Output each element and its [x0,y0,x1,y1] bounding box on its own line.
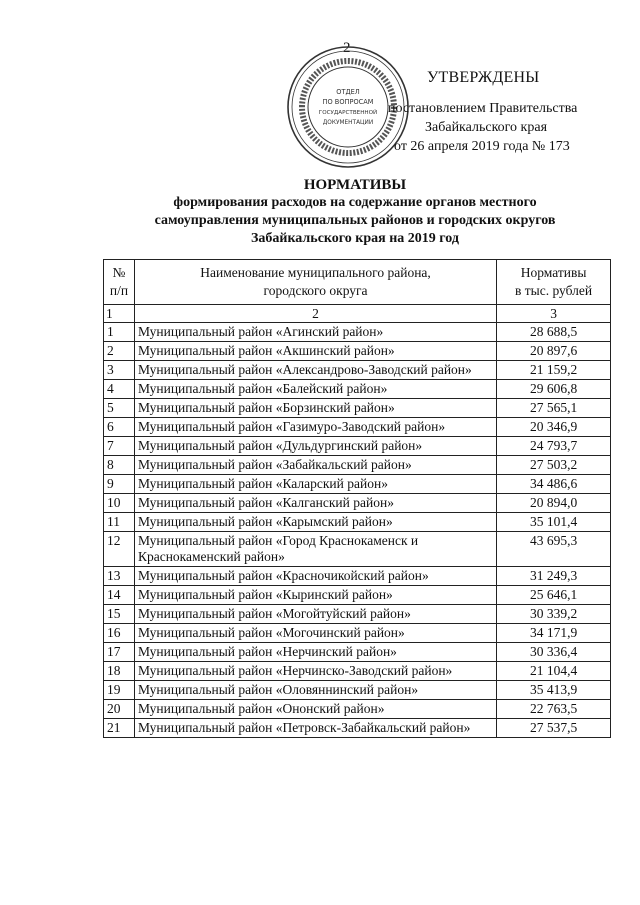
row-number: 19 [104,681,135,700]
row-number: 21 [104,719,135,738]
row-number: 15 [104,605,135,624]
row-name: Муниципальный район «Борзинский район» [134,399,496,418]
row-number: 20 [104,700,135,719]
row-number: 1 [104,323,135,342]
row-number: 5 [104,399,135,418]
row-number: 17 [104,643,135,662]
row-number: 16 [104,624,135,643]
row-name: Муниципальный район «Акшинский район» [134,342,496,361]
norms-table [103,259,611,738]
row-value: 29 606,8 [497,380,611,399]
row-name: Муниципальный район «Каларский район» [134,475,496,494]
table-row [104,323,611,342]
row-number: 11 [104,513,135,532]
row-number: 14 [104,586,135,605]
row-name: Муниципальный район «Нерчинско-Заводский район» [134,662,496,681]
row-name: Муниципальный район «Город Краснокаменск и Краснокаменский район» [134,532,496,567]
row-value: 21 104,4 [497,662,611,681]
row-value: 43 695,3 [497,532,611,567]
row-name: Муниципальный район «Калганский район» [134,494,496,513]
row-number: 3 [104,361,135,380]
page-number: 2 [343,40,351,56]
approval-line: Забайкальского края [425,120,548,135]
stamp-text-line: ПО ВОПРОСАМ [322,98,374,106]
column-index-cell: 2 [134,305,496,323]
row-number: 12 [104,532,135,567]
table-header-row [104,260,611,305]
document-subtitle-line: самоуправления муниципальных районов и городских округов [154,213,556,228]
row-number: 10 [104,494,135,513]
column-index-cell: 1 [104,305,135,323]
document-subtitle-line: формирования расходов на содержание органов местного [173,195,537,210]
table-row [104,700,611,719]
table-row [104,719,611,738]
approval-block [388,68,577,156]
table-row [104,399,611,418]
header-norm: Нормативы в тыс. рублей [497,260,611,305]
table-row [104,567,611,586]
row-name: Муниципальный район «Ононский район» [134,700,496,719]
row-name: Муниципальный район «Могойтуйский район» [134,605,496,624]
approval-title: УТВЕРЖДЕНЫ [427,69,540,86]
row-name: Муниципальный район «Газимуро-Заводский район» [134,418,496,437]
stamp-text-line: ОТДЕЛ [336,88,360,96]
row-name: Муниципальный район «Красночикойский район» [134,567,496,586]
table-row [104,494,611,513]
approval-line: постановлением Правительства [388,101,578,116]
document-subtitle-line: Забайкальского края на 2019 год [251,231,459,246]
row-number: 2 [104,342,135,361]
row-number: 8 [104,456,135,475]
row-value: 20 894,0 [497,494,611,513]
row-value: 35 101,4 [497,513,611,532]
row-name: Муниципальный район «Александрово-Заводский район» [134,361,496,380]
table-row [104,662,611,681]
table-row [104,624,611,643]
column-index-row [104,305,611,323]
row-number: 18 [104,662,135,681]
row-value: 34 171,9 [497,624,611,643]
row-name: Муниципальный район «Оловяннинский район» [134,681,496,700]
document-title: НОРМАТИВЫ [303,177,407,193]
row-value: 27 503,2 [497,456,611,475]
table-row [104,605,611,624]
stamp-text-line: ДОКУМЕНТАЦИИ [322,120,374,126]
row-name: Муниципальный район «Петровск-Забайкальский район» [134,719,496,738]
table-row [104,418,611,437]
column-index-cell: 3 [497,305,611,323]
row-name: Муниципальный район «Забайкальский район» [134,456,496,475]
row-value: 34 486,6 [497,475,611,494]
approval-line: от 26 апреля 2019 года № 173 [394,139,570,154]
row-name: Муниципальный район «Дульдургинский район» [134,437,496,456]
row-name: Муниципальный район «Нерчинский район» [134,643,496,662]
row-number: 6 [104,418,135,437]
row-name: Муниципальный район «Агинский район» [134,323,496,342]
table-row [104,456,611,475]
row-value: 35 413,9 [497,681,611,700]
row-number: 7 [104,437,135,456]
row-value: 28 688,5 [497,323,611,342]
table-row [104,681,611,700]
table-row [104,586,611,605]
row-number: 9 [104,475,135,494]
row-value: 20 346,9 [497,418,611,437]
row-value: 22 763,5 [497,700,611,719]
header-name: Наименование муниципального района, городского округа [134,260,496,305]
table-row [104,342,611,361]
row-name: Муниципальный район «Могочинский район» [134,624,496,643]
row-number: 4 [104,380,135,399]
table-row [104,513,611,532]
table-row [104,475,611,494]
row-value: 27 565,1 [497,399,611,418]
row-value: 24 793,7 [497,437,611,456]
header-number: № п/п [104,260,135,305]
row-value: 21 159,2 [497,361,611,380]
row-value: 20 897,6 [497,342,611,361]
stamp-text-line: ГОСУДАРСТВЕННОЙ [318,110,378,116]
row-name: Муниципальный район «Кыринский район» [134,586,496,605]
table-row [104,532,611,567]
table-row [104,437,611,456]
row-value: 31 249,3 [497,567,611,586]
row-value: 30 339,2 [497,605,611,624]
document-heading [100,176,610,248]
table-row [104,361,611,380]
table-row [104,380,611,399]
row-value: 30 336,4 [497,643,611,662]
table-row [104,643,611,662]
row-name: Муниципальный район «Балейский район» [134,380,496,399]
row-number: 13 [104,567,135,586]
row-value: 25 646,1 [497,586,611,605]
row-value: 27 537,5 [497,719,611,738]
row-name: Муниципальный район «Карымский район» [134,513,496,532]
